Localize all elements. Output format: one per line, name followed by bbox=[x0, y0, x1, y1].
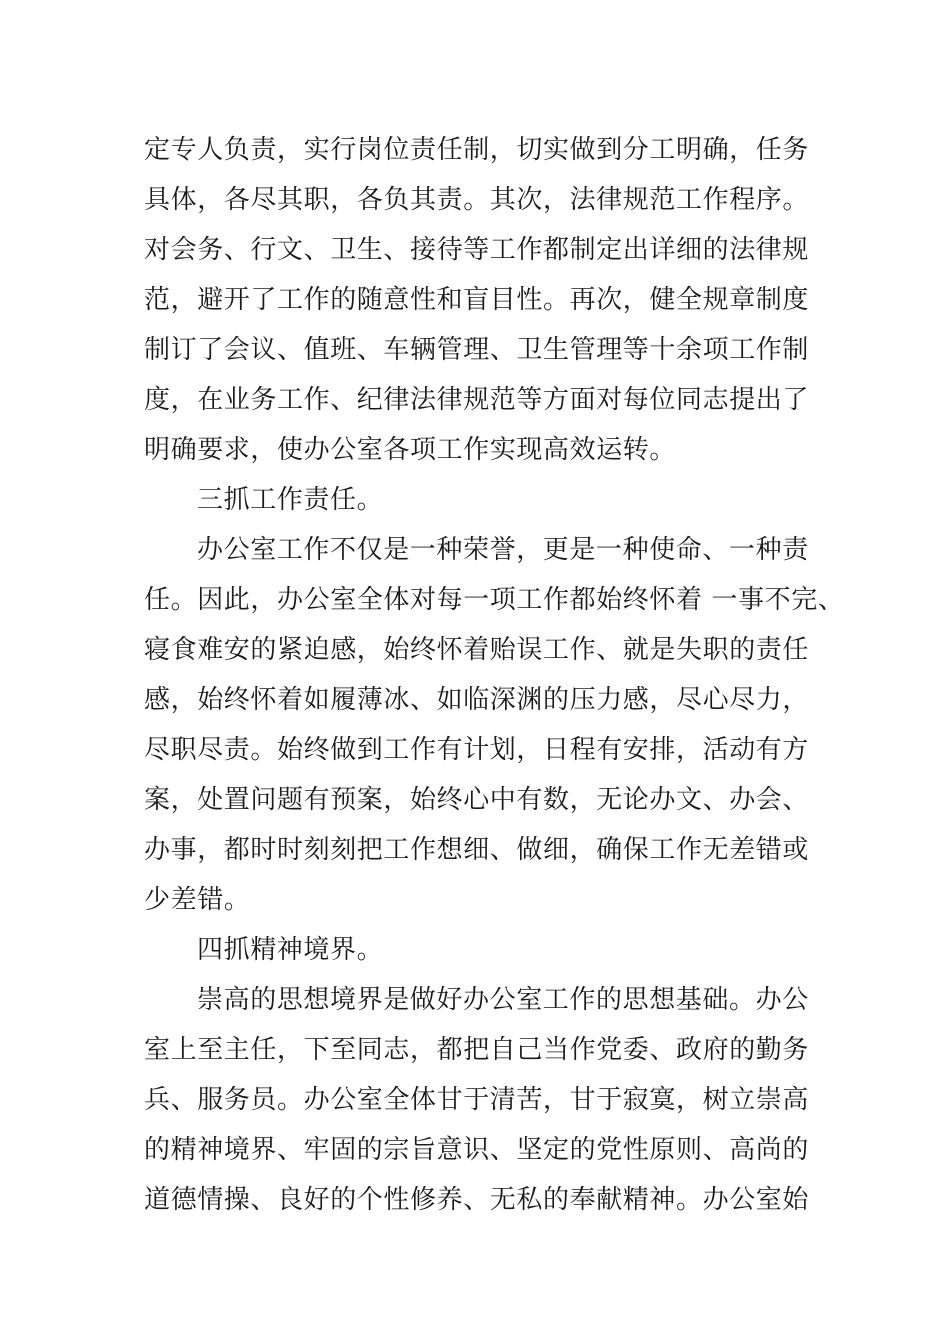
text-line: 的精神境界、牢固的宗旨意识、坚定的党性原则、高尚的 bbox=[144, 1135, 810, 1165]
section-heading: 四抓精神境界。 bbox=[197, 935, 384, 965]
text-line: 兵、服务员。办公室全体甘于清苦，甘于寂寞，树立崇高 bbox=[144, 1085, 810, 1115]
text-line: 度，在业务工作、纪律法律规范等方面对每位同志提出了 bbox=[144, 385, 810, 415]
text-line: 寝食难安的紧迫感，始终怀着贻误工作、就是失职的责任 bbox=[144, 635, 810, 665]
text-line: 办公室工作不仅是一种荣誉，更是一种使命、一种责 bbox=[197, 535, 809, 565]
text-line: 少差错。 bbox=[144, 885, 251, 915]
section-heading: 三抓工作责任。 bbox=[197, 485, 384, 515]
text-line: 尽职尽责。始终做到工作有计划，日程有安排，活动有方 bbox=[144, 735, 810, 765]
text-line: 制订了会议、值班、车辆管理、卫生管理等十余项工作制 bbox=[144, 335, 810, 365]
text-line: 任。因此，办公室全体对每一项工作都始终怀着 一事不完、 bbox=[144, 585, 845, 615]
text-line: 崇高的思想境界是做好办公室工作的思想基础。办公 bbox=[197, 985, 809, 1015]
text-line: 对会务、行文、卫生、接待等工作都制定出详细的法律规 bbox=[144, 235, 810, 265]
text-line: 感，始终怀着如履薄冰、如临深渊的压力感，尽心尽力， bbox=[144, 685, 810, 715]
text-line: 定专人负责，实行岗位责任制，切实做到分工明确，任务 bbox=[144, 135, 810, 165]
text-line: 明确要求，使办公室各项工作实现高效运转。 bbox=[144, 435, 677, 465]
text-line: 范，避开了工作的随意性和盲目性。再次，健全规章制度 bbox=[144, 285, 810, 315]
text-line: 室上至主任，下至同志，都把自己当作党委、政府的勤务 bbox=[144, 1035, 810, 1065]
text-line: 案，处置问题有预案，始终心中有数，无论办文、办会、 bbox=[144, 785, 810, 815]
text-line: 道德情操、良好的个性修养、无私的奉献精神。办公室始 bbox=[144, 1185, 810, 1215]
text-line: 具体，各尽其职，各负其责。其次，法律规范工作程序。 bbox=[144, 185, 810, 215]
text-line: 办事，都时时刻刻把工作想细、做细，确保工作无差错或 bbox=[144, 835, 810, 865]
